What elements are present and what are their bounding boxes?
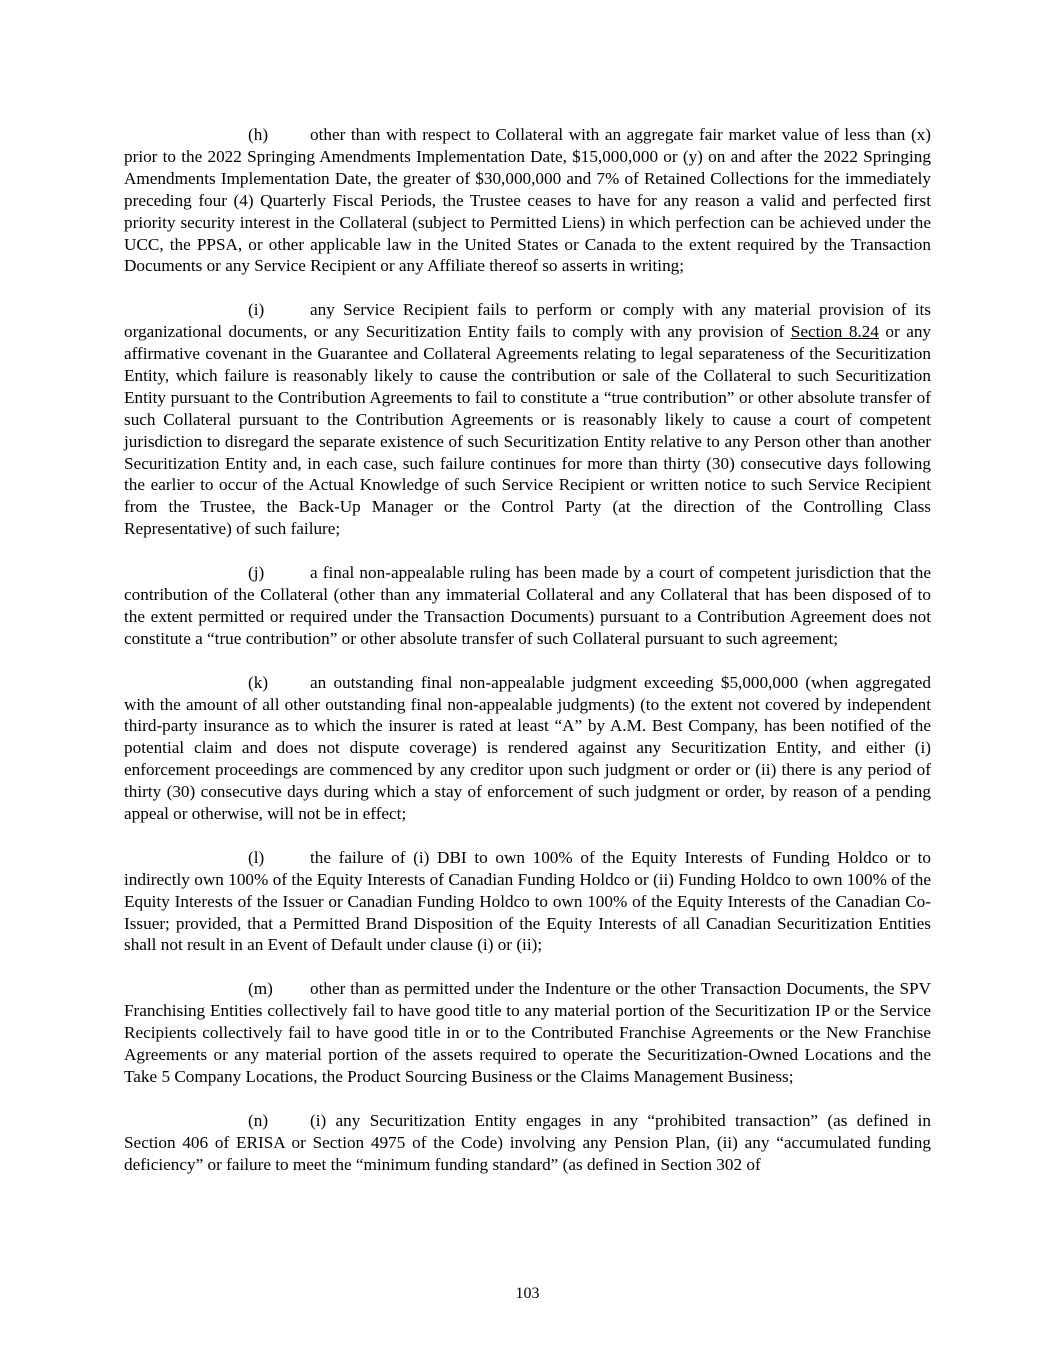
clause-h <box>124 124 931 277</box>
clause-label: (i) <box>248 300 265 320</box>
clause-m <box>124 978 931 1088</box>
section-reference-link: Section 8.24 <box>790 322 879 342</box>
clause-label: (k) <box>248 672 269 692</box>
clause-label: (n) <box>248 1110 269 1130</box>
clause-text: an outstanding final non-appealable judgment exceeding $5,000,000 (when aggregated with the amount of all other outstanding final non-appealable judgments) (to the extent not covered by independent third-party insurance as to which the insurer is rated at least “A” by A.M. Best Company, has been notified of the potential claim and does not dispute coverage) is rendered against any Securitization Entity, and either (i) enforcement proceedings are commenced by any creditor upon such judgment or order or (ii) there is any period of thirty (30) consecutive days during which a stay of enforcement of such judgment or order, by reason of a pending appeal or otherwise, will not be in effect; <box>124 672 931 824</box>
clause-label: (h) <box>248 125 269 144</box>
clause-text: other than with respect to Collateral with an aggregate fair market value of less than (x) prior to the 2022 Springing Amendments Implementation Date, $15,000,000 or (y) on and after the 2022 Springing Amendments Implementation Date, the greater of $30,000,000 and 7% of Retained Collections for the immediately preceding four (4) Quarterly Fiscal Periods, the Trustee ceases to have for any reason a valid and perfected first priority security interest in the Collateral (subject to Permitted Liens) in which perfection can be achieved under the UCC, the PPSA, or other applicable law in the United States or Canada to the extent required by the Transaction Documents or any Service Recipient or any Affiliate thereof so asserts in writing; <box>124 125 931 276</box>
clause-l <box>124 847 931 957</box>
clause-text: other than as permitted under the Indenture or the other Transaction Documents, the SPV Franchising Entities collectively fail to have good title to any material portion of the Securitization IP or the Service Recipients collectively fail to have good title in or to the Contributed Franchise Agreements or the New Franchise Agreements or any material portion of the assets required to operate the Securitization-Owned Locations and the Take 5 Company Locations, the Product Sourcing Business or the Claims Management Business; <box>124 979 931 1086</box>
document-page <box>124 124 931 1197</box>
clause-n <box>124 1110 931 1176</box>
clause-label: (m) <box>248 979 273 999</box>
clause-j <box>124 562 931 650</box>
page-number: 103 <box>515 1285 540 1302</box>
clause-label: (l) <box>248 847 265 867</box>
clause-text: (i) any Securitization Entity engages in any “prohibited transaction” (as defined in Section 406 of ERISA or Section 4975 of the Code) involving any Pension Plan, (ii) any “accumulated funding deficiency” or failure to meet the “minimum funding standard” (as defined in Section 302 of <box>124 1110 931 1174</box>
clause-label: (j) <box>248 563 265 583</box>
clause-text: or any affirmative covenant in the Guarantee and Collateral Agreements relating to legal separateness of the Securitization Entity, which failure is reasonably likely to cause the contribution or sale of the Collateral to such Securitization Entity pursuant to the Contribution Agreements to fail to constitute a “true contribution” or other absolute transfer of such Collateral pursuant to the Contribution Agreements or is reasonably likely to cause a court of competent jurisdiction to disregard the separate existence of such Securitization Entity relative to any Person other than another Securitization Entity and, in each case, such failure continues for more than thirty (30) consecutive days following the earlier to occur of the Actual Knowledge of such Service Recipient or written notice to such Service Recipient from the Trustee, the Back-Up Manager or the Control Party (at the direction of the Controlling Class Representative) of such failure; <box>124 322 932 539</box>
clause-text: the failure of (i) DBI to own 100% of the Equity Interests of Funding Holdco or to indirectly own 100% of the Equity Interests of Canadian Funding Holdco or (ii) Funding Holdco to own 100% of the Equity Interests of the Issuer or Canadian Funding Holdco to own 100% of the Equity Interests of the Canadian Co-Issuer; provided, that a Permitted Brand Disposition of the Equity Interests of all Canadian Securitization Entities shall not result in an Event of Default under clause (i) or (ii); <box>124 847 931 955</box>
clause-text: any Service Recipient fails to perform or comply with any material provision of its organizational documents, or any Securitization Entity fails to comply with any provision of <box>124 300 931 342</box>
clause-i <box>124 299 931 540</box>
clause-k <box>124 672 931 825</box>
clause-text: a final non-appealable ruling has been made by a court of competent jurisdiction that the contribution of the Collateral (other than any immaterial Collateral and any Collateral that has been disposed of to the extent permitted or required under the Transaction Documents) pursuant to a Contribution Agreement does not constitute a “true contribution” or other absolute transfer of such Collateral pursuant to such agreement; <box>124 563 931 648</box>
